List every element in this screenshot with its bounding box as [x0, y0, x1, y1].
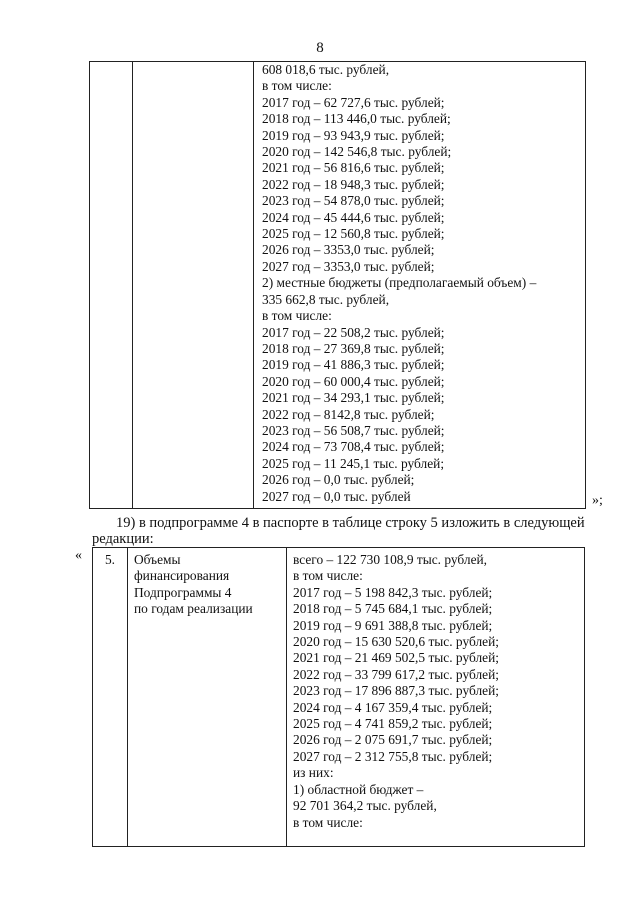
table-cell-amounts [254, 62, 586, 509]
amount-line: 2026 год – 3353,0 тыс. рублей; [262, 242, 435, 258]
amount-line: 2018 год – 113 446,0 тыс. рублей; [262, 111, 451, 127]
amount-lines [293, 552, 584, 831]
amount-line: в том числе: [293, 568, 363, 584]
label-line: по годам реализации [134, 601, 253, 617]
amount-lines [262, 62, 585, 505]
amount-line: 2021 год – 34 293,1 тыс. рублей; [262, 390, 445, 406]
amount-line: в том числе: [262, 308, 332, 324]
amount-line: 2027 год – 3353,0 тыс. рублей; [262, 258, 435, 274]
label-line: Подпрограммы 4 [134, 584, 232, 600]
amount-line: 2019 год – 93 943,9 тыс. рублей; [262, 127, 445, 143]
amendment-paragraph: 19) в подпрограмме 4 в паспорте в таблице строку 5 изложить в следующей редакции: [92, 515, 585, 547]
amount-line: 92 701 364,2 тыс. рублей, [293, 798, 437, 814]
amount-line: 2) местные бюджеты (предполагаемый объем) – [262, 275, 537, 291]
amount-line: 335 662,8 тыс. рублей, [262, 291, 390, 307]
amount-line: 608 018,6 тыс. рублей, [262, 62, 390, 77]
amount-line: 1) областной бюджет – [293, 781, 424, 797]
amount-line: 2017 год – 5 198 842,3 тыс. рублей; [293, 584, 493, 600]
amount-line: 2023 год – 17 896 887,3 тыс. рублей; [293, 683, 499, 699]
amount-line: 2018 год – 5 745 684,1 тыс. рублей; [293, 601, 493, 617]
row-label [128, 548, 287, 847]
amount-line: 2027 год – 0,0 тыс. рублей [262, 488, 411, 504]
amount-line: 2017 год – 22 508,2 тыс. рублей; [262, 324, 445, 340]
amount-line: 2021 год – 21 469 502,5 тыс. рублей; [293, 650, 499, 666]
amount-line: 2019 год – 9 691 388,8 тыс. рублей; [293, 617, 493, 633]
subprogram-4-table [92, 547, 585, 847]
amount-line: 2020 год – 15 630 520,6 тыс. рублей; [293, 634, 499, 650]
amount-line: 2026 год – 0,0 тыс. рублей; [262, 472, 415, 488]
amount-line: 2022 год – 18 948,3 тыс. рублей; [262, 176, 445, 192]
amount-line: 2021 год – 56 816,6 тыс. рублей; [262, 160, 445, 176]
amount-line: 2024 год – 45 444,6 тыс. рублей; [262, 209, 445, 225]
amount-line: 2025 год – 4 741 859,2 тыс. рублей; [293, 716, 493, 732]
opening-quote: « [75, 548, 82, 563]
page-number: 8 [316, 40, 324, 56]
amount-line: 2026 год – 2 075 691,7 тыс. рублей; [293, 732, 493, 748]
amount-line: всего – 122 730 108,9 тыс. рублей, [293, 552, 488, 567]
label-line: финансирования [134, 568, 230, 584]
amount-line: 2020 год – 60 000,4 тыс. рублей; [262, 373, 445, 389]
amount-line: 2024 год – 73 708,4 тыс. рублей; [262, 439, 445, 455]
table-cell-label [133, 62, 254, 509]
amount-line: 2022 год – 33 799 617,2 тыс. рублей; [293, 666, 499, 682]
row-number: 5. [93, 548, 128, 847]
table-cell-amounts [287, 548, 585, 847]
amount-line: 2022 год – 8142,8 тыс. рублей; [262, 406, 435, 422]
table-cell-number [90, 62, 133, 509]
label-line: Объемы [134, 552, 181, 567]
amount-line: 2023 год – 54 878,0 тыс. рублей; [262, 193, 445, 209]
amount-line: 2018 год – 27 369,8 тыс. рублей; [262, 340, 445, 356]
amount-line: 2027 год – 2 312 755,8 тыс. рублей; [293, 748, 493, 764]
amount-line: 2024 год – 4 167 359,4 тыс. рублей; [293, 699, 493, 715]
amount-line: 2019 год – 41 886,3 тыс. рублей; [262, 357, 445, 373]
funding-table-continuation [89, 61, 586, 509]
amount-line: 2020 год – 142 546,8 тыс. рублей; [262, 144, 452, 160]
amount-line: из них: [293, 765, 334, 781]
amount-line: 2023 год – 56 508,7 тыс. рублей; [262, 422, 445, 438]
closing-quote: »; [592, 493, 603, 508]
amount-line: в том числе: [293, 814, 363, 830]
amount-line: в том числе: [262, 78, 332, 94]
amount-line: 2025 год – 11 245,1 тыс. рублей; [262, 455, 445, 471]
amount-line: 2017 год – 62 727,6 тыс. рублей; [262, 94, 445, 110]
amount-line: 2025 год – 12 560,8 тыс. рублей; [262, 226, 445, 242]
